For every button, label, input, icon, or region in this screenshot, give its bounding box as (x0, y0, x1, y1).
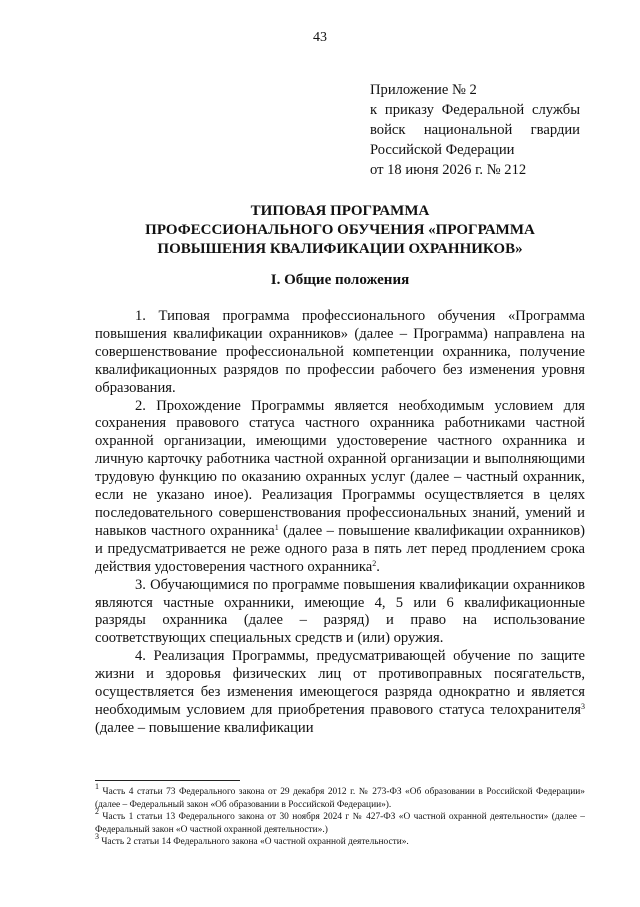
paragraph-text: . (376, 558, 380, 575)
footnote-1 (95, 782, 585, 811)
footnote-number: 1 (95, 782, 99, 791)
paragraph-1: 1. Типовая программа профессионального обучения «Программа повышения квалификации охранников» (далее – Программа) направлена на совершенствование профессиональной компетенции охранника, получение квалификационных разрядов по профессии рабочего без изменения уровня образования. (95, 308, 585, 396)
title-line: ТИПОВАЯ ПРОГРАММА (250, 203, 430, 219)
footnote-ref: 2 (372, 558, 377, 568)
footnote-3 (95, 832, 585, 849)
footnote-text: Часть 1 статьи 13 Федерального закона от 30 ноября 2024 г № 427-ФЗ «О частной охранной деятельности» (далее – Федеральный закон «О частной охранной деятельности».) (95, 812, 585, 835)
footnote-number: 2 (95, 807, 99, 817)
appendix-line: Приложение № 2 (370, 82, 477, 98)
title-line: ПОВЫШЕНИЯ КВАЛИФИКАЦИИ ОХРАННИКОВ» (157, 241, 523, 257)
page-number: 43 (313, 30, 327, 45)
document-body (95, 308, 585, 738)
appendix-line: войск национальной гвардии (370, 122, 580, 138)
paragraph-3: 3. Обучающимися по программе повышения квалификации охранников являются частные охранники, имеющие 4, 5 или 6 квалификационные разряды охранника (далее – разряд) и право на использование соответствующих специальных средств и (или) оружия. (95, 576, 585, 647)
document-title (95, 202, 585, 259)
appendix-line: от 18 июня 2026 г. № 212 (370, 162, 527, 178)
paragraph-text: (далее – повышение квалификации (95, 719, 314, 736)
appendix-block (370, 80, 580, 180)
paragraph-4 (95, 648, 585, 738)
section-heading: I. Общие положения (270, 272, 410, 288)
footnote-text: Часть 2 статьи 14 Федерального закона «О частной охранной деятельности». (99, 837, 409, 848)
appendix-line: к приказу Федеральной службы (370, 102, 580, 118)
paragraph-text: 4. Реализация Программы, предусматривающей обучение по защите жизни и здоровья физических лиц от противоправных посягательств, осуществляется без изменения имеющегося разряда однократно и является необходимым условием для приобретения правового статуса телохранителя (95, 648, 585, 718)
appendix-line: Российской Федерации (370, 142, 515, 158)
footnote-number: 3 (95, 832, 99, 842)
footnote-2 (95, 807, 585, 836)
footnote-ref: 1 (274, 522, 279, 532)
paragraph-text: (далее – повышение квалификации охранников) и предусматривается не реже одного раза в пять лет перед продлением срока действия удостоверения частного охранника (95, 522, 585, 575)
footnote-ref: 3 (581, 701, 585, 711)
footnotes (95, 782, 585, 849)
footnote-text: Часть 4 статьи 73 Федерального закона от 29 декабря 2012 г. № 273-ФЗ «Об образовании в Российской Федерации» (далее – Федеральный закон «Об образовании в Российской Федерации»). (95, 787, 585, 810)
paragraph-2 (95, 398, 585, 577)
footnote-divider (95, 780, 240, 781)
paragraph-text: 2. Прохождение Программы является необходимым условием для сохранения правового статуса частного охранника работниками частной охранной организации, имеющими удостоверение частного охранника и личную карточку работника частной охранной организации и выполняющими трудовую функцию по оказанию охранных услуг (далее – частный охранник, если не указано иное). Реализация Программы осуществляется в целях последовательного совершенствования профессиональных знаний, умений и навыков частного охранника (95, 397, 585, 539)
title-line: ПРОФЕССИОНАЛЬНОГО ОБУЧЕНИЯ «ПРОГРАММА (145, 222, 535, 238)
